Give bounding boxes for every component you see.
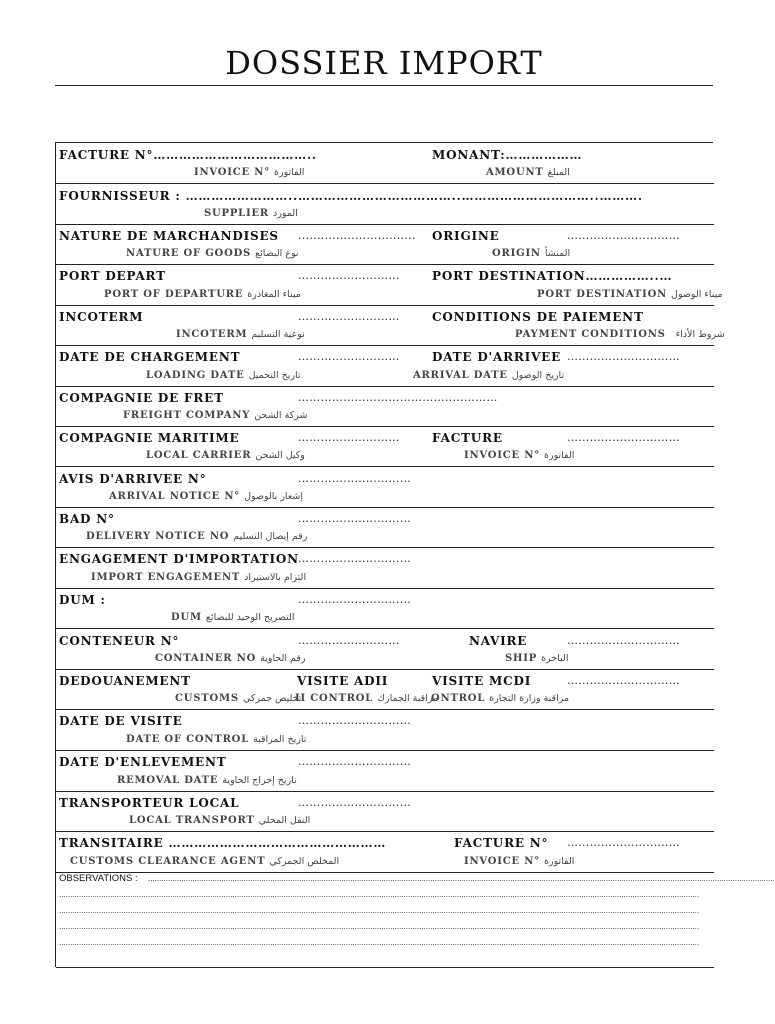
row-port [56,265,723,306]
montant-label[interactable]: MONANT:……………… [432,148,583,162]
transitaire-facture-field[interactable]: ………………………… [567,836,680,849]
row-enlevement [56,751,714,792]
fret-label: COMPAGNIE DE FRET [59,391,224,405]
maritime-invoice-sublabel: INVOICE N° الفاتورة [464,450,575,461]
chargement-field[interactable]: ……………………… [298,350,400,363]
engagement-field[interactable]: ………………………… [298,552,411,565]
observations-line[interactable]: ................................................................................................................................................................................................................................................................................................ [59,922,700,931]
nature-label: NATURE DE MARCHANDISES [59,229,279,243]
navire-label: NAVIRE [469,634,528,648]
observations-line[interactable]: .......................................................................................................................................................................................................................................................................................... [148,874,775,883]
local-carrier-sublabel: LOCAL CARRIER وكيل الشحن [146,450,305,461]
visite-mcdi-label[interactable]: VISITE MCDI [432,674,532,688]
incoterm-field[interactable]: ……………………… [298,310,400,323]
row-fret [56,387,714,427]
row-facture [56,143,714,184]
dum-field[interactable]: ………………………… [298,593,411,606]
conteneur-label: CONTENEUR N° [59,634,180,648]
row-incoterm [56,306,725,346]
facture-label[interactable]: FACTURE N°……………………………….. [59,148,317,162]
port-depart-field[interactable]: ……………………… [298,269,400,282]
local-transport-sublabel: LOCAL TRANSPORT النقل المحلي [129,815,311,826]
enlevement-field[interactable]: ………………………… [298,755,411,768]
row-chargement [56,346,714,387]
conditions-label: CONDITIONS DE PAIEMENT [432,310,644,324]
row-maritime [56,427,714,467]
avis-label: AVIS D'ARRIVEE N° [59,472,207,486]
customs-sublabel: CUSTOMS تخليص جمركي [175,693,302,704]
maritime-label: COMPAGNIE MARITIME [59,431,240,445]
row-bad [56,508,714,548]
transitaire-invoice-sublabel: INVOICE N° الفاتورة [464,856,575,867]
invoice-sublabel: INVOICE N° الفاتورة [194,167,305,178]
loading-date-sublabel: LOADING DATE تاريخ التحميل [146,370,301,381]
origin-sublabel: ORIGIN المنشأ [492,248,571,259]
avis-field[interactable]: ………………………… [298,472,411,485]
row-engagement [56,548,714,589]
transitaire-label[interactable]: TRANSITAIRE …………………………………………… [59,836,387,850]
chargement-label: DATE DE CHARGEMENT [59,350,241,364]
visite-field[interactable]: ………………………… [298,714,411,727]
import-engagement-sublabel: IMPORT ENGAGEMENT التزام بالاستيراد [91,572,307,583]
observations-line[interactable]: ................................................................................................................................................................................................................................................................................................ [59,938,700,947]
clearance-agent-sublabel: CUSTOMS CLEARANCE AGENT المخلص الجمركي [70,856,340,867]
adii-control-sublabel: II CONTROL مراقبة الجمارك [295,693,439,704]
port-depart-label: PORT DEPART [59,269,166,283]
arrival-notice-sublabel: ARRIVAL NOTICE N° إشعار بالوصول [109,491,303,502]
incoterm-label: INCOTERM [59,310,144,324]
row-conteneur [56,629,714,670]
dum-sublabel: DUM التصريح الوحيد للبضائع [171,612,295,623]
engagement-label: ENGAGEMENT D'IMPORTATION [59,552,299,566]
maritime-facture-field[interactable]: ………………………… [567,431,680,444]
title-underline [55,85,713,86]
row-dedouanement [56,670,714,710]
navire-field[interactable]: ………………………… [567,634,680,647]
row-dum [56,589,714,629]
dum-label: DUM : [59,593,106,607]
observations-line[interactable]: ................................................................................................................................................................................................................................................................................................ [59,890,700,899]
transporteur-label: TRANSPORTEUR LOCAL [59,796,240,810]
transitaire-facture-label: FACTURE N° [454,836,549,850]
freight-company-sublabel: FREIGHT COMPANY شركة الشحن [123,410,308,421]
observations-label: OBSERVATIONS : [59,873,138,884]
fournisseur-label[interactable]: FOURNISSEUR : ……………………..………………………………..…………………………..………. [59,189,643,203]
transporteur-field[interactable]: ………………………… [298,796,411,809]
conteneur-field[interactable]: ……………………… [298,634,400,647]
observations-line[interactable]: ................................................................................................................................................................................................................................................................................................ [59,906,700,915]
amount-sublabel: AMOUNT المبلغ [486,167,570,178]
origine-label: ORIGINE [432,229,500,243]
port-destination-sublabel: PORT DESTINATION ميناء الوصول [537,289,723,300]
arrivee-field[interactable]: ………………………… [567,350,680,363]
supplier-sublabel: SUPPLIER المورد [204,208,298,219]
row-transitaire [56,832,714,873]
maritime-facture-label: FACTURE [432,431,503,445]
import-form [55,142,775,967]
nature-field[interactable]: ............................... [298,229,416,242]
arrival-date-sublabel: ARRIVAL DATE تاريخ الوصول [413,370,565,381]
enlevement-label: DATE D'ENLEVEMENT [59,755,227,769]
payment-conditions-sublabel: PAYMENT CONDITIONS شروط الأداء [515,329,725,340]
incoterm-sublabel: INCOTERM نوعية التسليم [176,329,305,340]
maritime-field[interactable]: ……………………… [298,431,400,444]
dedouanement-label: DEDOUANEMENT [59,674,191,688]
origine-field[interactable]: ………………………… [567,229,680,242]
visite-adii-label[interactable]: VISITE ADII [297,674,389,688]
observations-block[interactable] [56,873,775,968]
row-transporteur [56,792,714,832]
port-departure-sublabel: PORT OF DEPARTURE ميناء المغادرة [104,289,301,300]
delivery-notice-sublabel: DELIVERY NOTICE NO رقم إيصال التسليم [86,531,308,542]
ship-sublabel: SHIP الباخرة [505,653,569,664]
date-of-control-sublabel: DATE OF CONTROL تاريخ المراقبة [126,734,307,745]
removal-date-sublabel: REMOVAL DATE تاريخ إخراج الحاوية [117,775,297,786]
nature-sublabel: NATURE OF GOODS نوع البضائع [126,248,299,259]
bad-label: BAD N° [59,512,115,526]
bad-field[interactable]: ………………………… [298,512,411,525]
row-fournisseur [56,184,714,225]
visite-mcdi-field[interactable]: ………………………… [567,674,680,687]
fret-field[interactable]: …………………………………..………… [298,391,498,404]
row-nature [56,225,714,265]
arrivee-label: DATE D'ARRIVEE [432,350,562,364]
row-visite [56,710,714,751]
container-sublabel: CONTAINER NO رقم الحاوية [155,653,306,664]
mcdi-control-sublabel: ONTROL مراقبة وزارة التجارة [431,693,570,704]
page-title: DOSSIER IMPORT [225,44,543,82]
port-destination-label[interactable]: PORT DESTINATION……………..… [432,269,673,283]
visite-label: DATE DE VISITE [59,714,183,728]
row-avis [56,467,714,508]
